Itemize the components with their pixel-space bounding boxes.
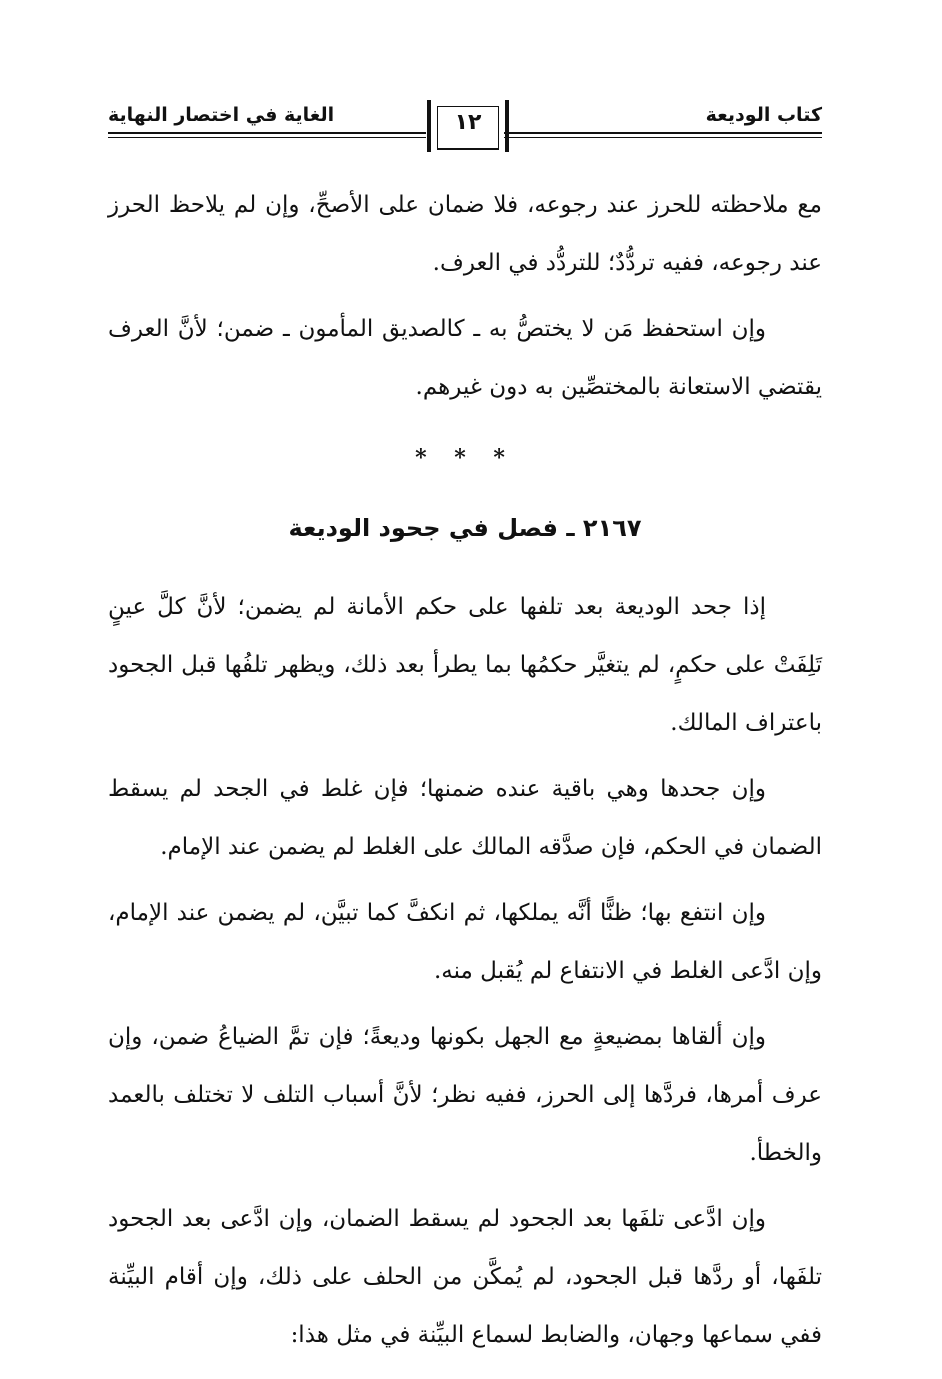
page-number: ١٢ [454, 110, 482, 135]
header-rule-left [108, 132, 426, 138]
book-title: الغاية في اختصار النهاية [108, 104, 335, 126]
paragraph: وإن استحفظ مَن لا يختصُّ به ـ كالصديق المأمون ـ ضمن؛ لأنَّ العرف يقتضي الاستعانة بالمختصِّين به دون غيرهم. [108, 316, 822, 400]
section-heading: ٢١٦٧ ـ فصل في جحود الوديعة [288, 514, 642, 542]
running-header [108, 96, 822, 166]
paragraph: وإن جحدها وهي باقية عنده ضمنها؛ فإن غلط في الجحد لم يسقط الضمان في الحكم، فإن صدَّقه المالك على الغلط لم يضمن عند الإمام. [108, 776, 822, 860]
page-body [108, 176, 822, 1372]
header-rule-right [504, 132, 822, 138]
page-number-frame [427, 100, 509, 152]
chapter-title: كتاب الوديعة [705, 104, 822, 126]
section-separator: * * * [415, 445, 515, 471]
paragraph: مع ملاحظته للحرز عند رجوعه، فلا ضمان على الأصحِّ، وإن لم يلاحظ الحرز عند رجوعه، ففيه تردُّدٌ؛ للتردُّد في العرف. [108, 192, 822, 276]
paragraph: وإن ادَّعى تلفَها بعد الجحود لم يسقط الضمان، وإن ادَّعى بعد الجحود تلفَها، أو ردَّها قبل الجحود، لم يُمكَّن من الحلف على ذلك، وإن أقام البيِّنة ففي سماعها وجهان، والضابط لسماع البيِّنة في مثل هذا: [108, 1206, 822, 1348]
paragraph: وإن انتفع بها؛ ظنًّا أنَّه يملكها، ثم انكفَّ كما تبيَّن، لم يضمن عند الإمام، وإن ادَّعى الغلط في الانتفاع لم يُقبل منه. [108, 900, 822, 984]
paragraph: إذا جحد الوديعة بعد تلفها على حكم الأمانة لم يضمن؛ لأنَّ كلَّ عينٍ تَلِفَتْ على حكمٍ، لم يتغيَّر حكمُها بما يطرأ بعد ذلك، ويظهر تلفُها قبل الجحود باعتراف المالك. [108, 594, 822, 736]
paragraph: وإن ألقاها بمضيعةٍ مع الجهل بكونها وديعةً؛ فإن تمَّ الضياعُ ضمن، وإن عرف أمرها، فردَّها إلى الحرز، ففيه نظر؛ لأنَّ أسباب التلف لا تختلف بالعمد والخطأ. [108, 1024, 822, 1166]
